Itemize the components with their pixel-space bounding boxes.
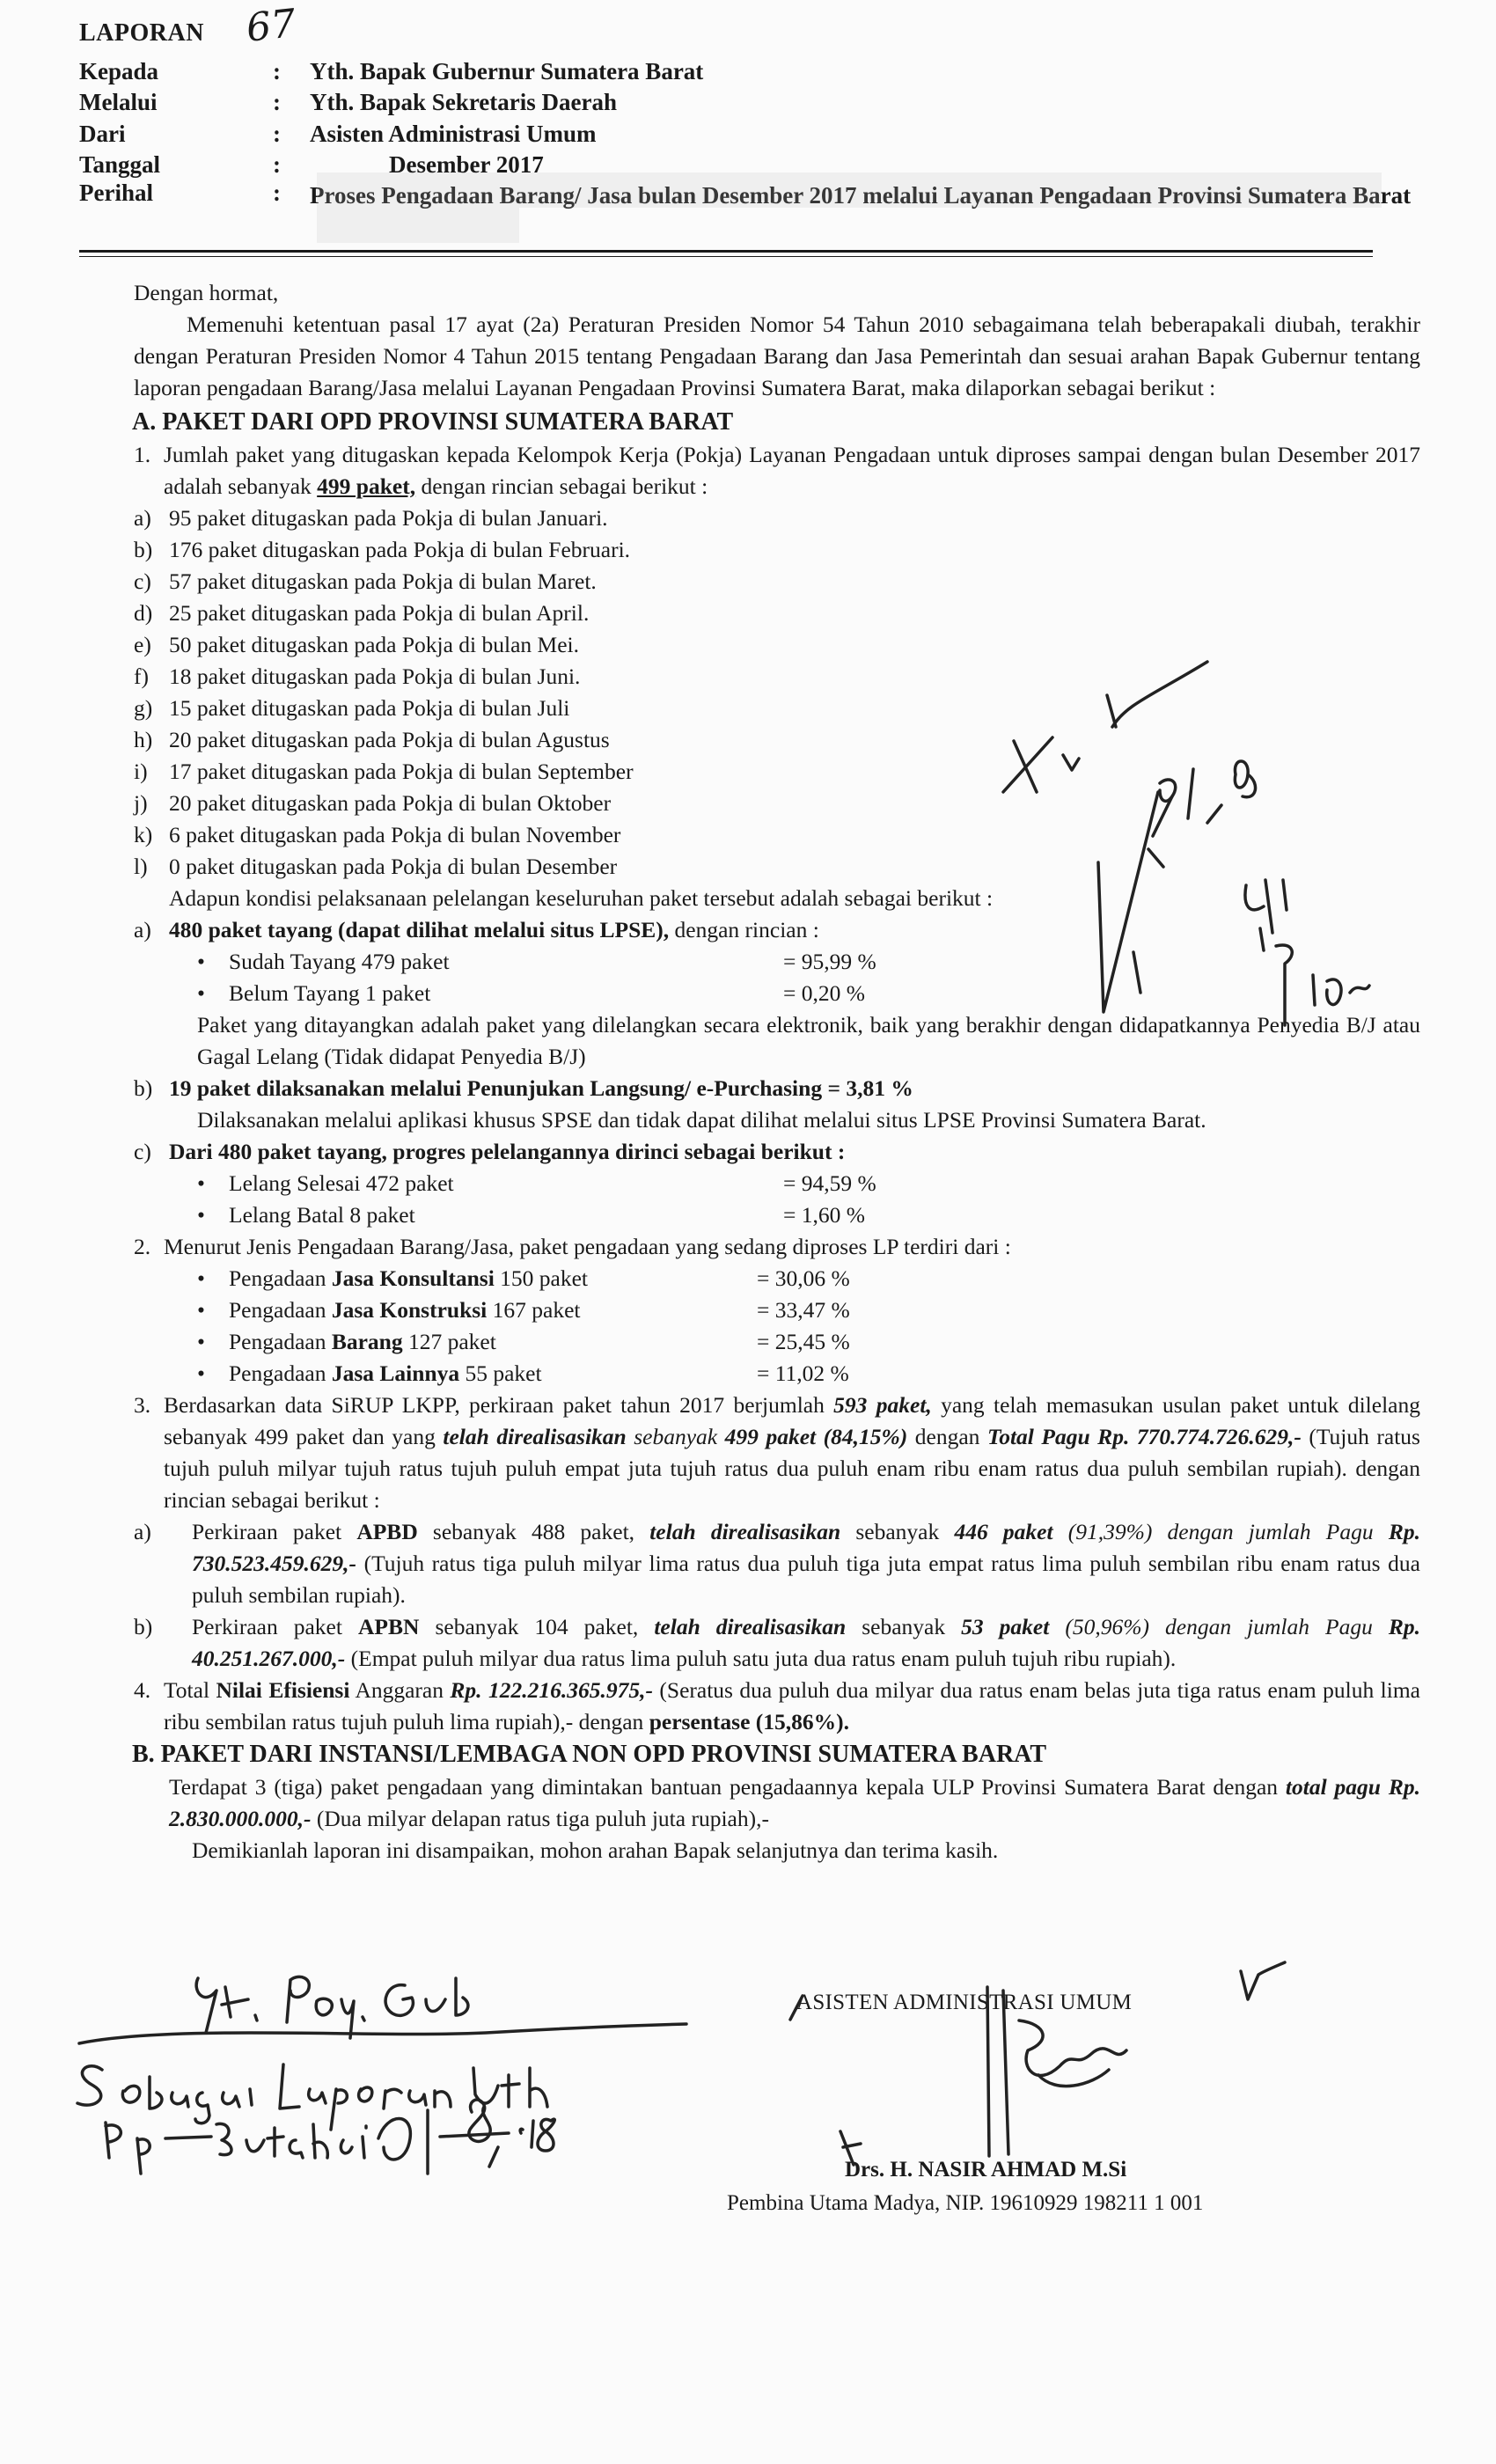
jenis-pre: Pengadaan (229, 1360, 332, 1386)
text-run: yang telah memasukan usulan paket untuk dilelang sebanyak 499 paket dan yang (164, 1392, 1420, 1449)
item-number: 4. (134, 1677, 151, 1703)
kondisi-b-bold: 19 paket dilaksanakan melalui Penunjukan Langsung/ e-Purchasing = 3,81 % (169, 1075, 913, 1101)
bullet-dot: • (197, 1329, 205, 1354)
handwritten-number: 67 (244, 1, 298, 51)
section-a-heading: A. PAKET DARI OPD PROVINSI SUMATERA BARAT (132, 408, 734, 436)
list-marker: b) (134, 1075, 153, 1101)
header-value: Desember 2017 (389, 151, 544, 178)
salutation: Dengan hormat, (134, 280, 279, 305)
header-colon: : (273, 121, 281, 147)
text-run: Total (164, 1677, 216, 1703)
bullet-percent: = 1,60 % (783, 1202, 865, 1228)
header-label: Melalui (79, 89, 158, 115)
margin-note-lower (1245, 880, 1369, 1025)
text-run-bold: 593 paket, (833, 1392, 932, 1418)
list-text: 95 paket ditugaskan pada Pokja di bulan Januari. (169, 505, 608, 531)
closing-paragraph: Demikianlah laporan ini disampaikan, mohon arahan Bapak selanjutnya dan terima kasih. (192, 1837, 999, 1863)
list-marker: a) (134, 917, 151, 942)
text-run: sebanyak (846, 1614, 962, 1639)
list-marker: k) (134, 822, 153, 847)
bullet-label: Sudah Tayang 479 paket (229, 949, 450, 974)
item1-post: dengan rincian sebagai berikut : (415, 473, 708, 499)
list-marker: c) (134, 1139, 151, 1164)
header-colon: : (273, 58, 281, 84)
list-text: 57 paket ditugaskan pada Pokja di bulan Maret. (169, 568, 597, 594)
header-value: Yth. Bapak Sekretaris Daerah (310, 89, 618, 115)
item-number: 3. (134, 1392, 151, 1418)
text-run-bold: telah direalisasikan (443, 1424, 627, 1449)
header-value: Yth. Bapak Gubernur Sumatera Barat (310, 58, 704, 84)
header-value: Proses Pengadaan Barang/ Jasa bulan Desember 2017 melalui Layanan Pengadaan Provinsi Sumatera Barat (310, 182, 1412, 209)
text-run: sebanyak (840, 1519, 955, 1544)
text-run: Perkiraan paket (192, 1519, 357, 1544)
text-run: (Empat puluh milyar dua ratus lima puluh satu juta dua ratus enam puluh tujuh ribu rupiah). (345, 1646, 1177, 1671)
bullet-label: Lelang Batal 8 paket (229, 1202, 415, 1228)
signer-name: Drs. H. NASIR AHMAD M.Si (845, 2158, 1127, 2182)
jenis-post: 127 paket (402, 1329, 496, 1354)
jenis-bold: Jasa Konstruksi (331, 1297, 488, 1323)
intro-paragraph: Memenuhi ketentuan pasal 17 ayat (2a) Peraturan Presiden Nomor 54 Tahun 2010 sebagaimana telah beberapakali diubah, terakhir dengan Peraturan Presiden Nomor 4 Tahun 2015 tentang Pengadaan Barang dan Jasa Pemerintah dan sesuai arahan Bapak Gubernur tentang laporan pengadaan Barang/Jasa melalui Layanan Pengadaan Provinsi Sumatera Barat, maka dilaporkan sebagai berikut : (134, 312, 1420, 400)
list-text: 18 paket ditugaskan pada Pokja di bulan Juni. (169, 664, 581, 689)
bullet-percent: = 94,59 % (783, 1170, 876, 1196)
item-text: Menurut Jenis Pengadaan Barang/Jasa, paket pengadaan yang sedang diproses LP terdiri dari : (164, 1234, 1011, 1259)
text-run: Anggaran (349, 1677, 451, 1703)
text-run: sebanyak 104 paket, (419, 1614, 655, 1639)
text-run-bold: Total Pagu Rp. 770.774.726.629,- (986, 1424, 1302, 1449)
list-marker: c) (134, 568, 151, 594)
list-text: 15 paket ditugaskan pada Pokja di bulan Juli (169, 695, 570, 721)
bullet-percent: = 95,99 % (783, 949, 876, 974)
text-run: Berdasarkan data SiRUP LKPP, perkiraan paket tahun 2017 berjumlah (164, 1392, 834, 1418)
list-text: 6 paket ditugaskan pada Pokja di bulan November (169, 822, 621, 847)
bullet-percent: = 11,02 % (757, 1360, 849, 1386)
text-run-bold: 446 paket (954, 1519, 1053, 1544)
bullet-dot: • (197, 1202, 205, 1228)
bullet-dot: • (197, 1297, 205, 1323)
bullet-percent: = 0,20 % (783, 980, 865, 1006)
list-marker: b) (134, 1614, 153, 1639)
list-marker: h) (134, 727, 153, 752)
bullet-label: Belum Tayang 1 paket (229, 980, 431, 1006)
text-run-bold: total pagu Rp. 2.830.000.000,- (169, 1774, 1420, 1831)
list-text: 20 paket ditugaskan pada Pokja di bulan Agustus (169, 727, 610, 752)
list-marker: l) (134, 854, 148, 879)
text-run: Perkiraan paket (192, 1614, 359, 1639)
bullet-label: Lelang Selesai 472 paket (229, 1170, 454, 1196)
text-run: sebanyak (626, 1424, 725, 1449)
header-label: Tanggal (79, 151, 161, 178)
list-marker: g) (134, 695, 153, 721)
jenis-post: 167 paket (487, 1297, 581, 1323)
approval-mark (1241, 1962, 1285, 1999)
bullet-percent: = 33,47 % (757, 1297, 850, 1323)
item-number: 1. (134, 442, 151, 467)
text-run-bold: APBN (358, 1614, 420, 1639)
text-run: (Seratus dua puluh dua milyar dua ratus enam belas juta tiga ratus enam puluh lima ribu sembilan ratus tujuh puluh lima rupiah),- dengan (164, 1677, 1420, 1734)
item1-pre: Jumlah paket yang ditugaskan kepada Kelompok Kerja (Pokja) Layanan Pengadaan untuk diproses sampai dengan bulan Desember 2017 adalah sebanyak (164, 442, 1420, 499)
kondisi-a-post: dengan rincian : (669, 917, 819, 942)
text-run: (50,96%) dengan jumlah Pagu (1049, 1614, 1389, 1639)
signer-mark (790, 1996, 803, 2020)
header-label: Perihal (79, 180, 153, 206)
text-run: (Dua milyar delapan ratus tiga puluh juta rupiah),- (311, 1806, 769, 1831)
kondisi-a-bold: 480 paket tayang (dapat dilihat melalui situs LPSE), (169, 917, 670, 942)
bullet-dot: • (197, 1360, 205, 1386)
text-run-bold: persentase (15,86%). (649, 1709, 850, 1734)
text-run: Terdapat 3 (tiga) paket pengadaan yang dimintakan bantuan pengadaannya kepala ULP Provinsi Sumatera Barat dengan (169, 1774, 1286, 1800)
list-marker: i) (134, 759, 148, 784)
margin-date-note (1153, 761, 1256, 836)
section-b-heading: B. PAKET DARI INSTANSI/LEMBAGA NON OPD PROVINSI SUMATERA BARAT (132, 1741, 1046, 1768)
kondisi-c-bold: Dari 480 paket tayang, progres pelelangannya dirinci sebagai berikut : (169, 1139, 846, 1164)
bullet-dot: • (197, 980, 205, 1006)
signer-title: ASISTEN ADMINISTRASI UMUM (796, 1991, 1133, 2014)
jenis-bold: Jasa Lainnya (331, 1360, 460, 1386)
text-run: sebanyak 488 paket, (417, 1519, 650, 1544)
bullet-dot: • (197, 1170, 205, 1196)
text-run: (Tujuh ratus tujuh puluh milyar tujuh ratus tujuh puluh empat juta tujuh ratus dua puluh enam ribu enam ratus dua puluh sembilan rupiah). dengan rincian sebagai berikut : (164, 1424, 1420, 1513)
signature-scribble (840, 1987, 1126, 2165)
list-marker: j) (134, 790, 148, 816)
jenis-post: 150 paket (494, 1265, 589, 1291)
text-run-bold: telah direalisasikan (649, 1519, 841, 1544)
item-number: 2. (134, 1234, 151, 1259)
list-text: 50 paket ditugaskan pada Pokja di bulan Mei. (169, 632, 579, 657)
jenis-pre: Pengadaan (229, 1265, 332, 1291)
bullet-percent: = 25,45 % (757, 1329, 850, 1354)
text-run: (Tujuh ratus tiga puluh milyar lima ratus dua puluh tiga juta empat ratus lima puluh sembilan ribu enam ratus dua puluh sembilan rupiah). (192, 1551, 1420, 1608)
bullet-dot: • (197, 1265, 205, 1291)
kondisi-a-note: Paket yang ditayangkan adalah paket yang dilelangkan secara elektronik, baik yang berakhir dengan didapatkannya Penyedia B/J atau Gagal Lelang (Tidak didapat Penyedia B/J) (197, 1012, 1420, 1069)
text-run-bold: telah direalisasikan (654, 1614, 847, 1639)
list-text: 25 paket ditugaskan pada Pokja di bulan April. (169, 600, 590, 626)
text-run-bold: 53 paket (961, 1614, 1050, 1639)
jenis-pre: Pengadaan (229, 1297, 332, 1323)
list-marker: f) (134, 664, 149, 689)
header-colon: : (273, 89, 281, 115)
item1-bold: 499 paket, (317, 473, 416, 499)
header-colon: : (273, 180, 281, 206)
list-marker: b) (134, 537, 153, 562)
signer-nip: Pembina Utama Madya, NIP. 19610929 198211 1 001 (727, 2191, 1204, 2215)
jenis-bold: Jasa Konsultansi (331, 1265, 495, 1291)
list-marker: e) (134, 632, 151, 657)
list-marker: d) (134, 600, 153, 626)
jenis-bold: Barang (331, 1329, 403, 1354)
header-value: Asisten Administrasi Umum (310, 121, 597, 147)
header-label: Dari (79, 121, 126, 147)
disposition-note (77, 1976, 686, 2174)
bullet-dot: • (197, 949, 205, 974)
text-run: dengan (907, 1424, 987, 1449)
margin-cross (1133, 952, 1140, 993)
list-text: 20 paket ditugaskan pada Pokja di bulan Oktober (169, 790, 612, 816)
text-run-bold: Rp. 730.523.459.629,- (192, 1519, 1420, 1576)
text-run-bold: APBD (356, 1519, 418, 1544)
list-text: 17 paket ditugaskan pada Pokja di bulan September (169, 759, 634, 784)
kondisi-paragraph: Adapun kondisi pelaksanaan pelelangan keseluruhan paket tersebut adalah sebagai berikut : (169, 885, 994, 911)
margin-checkmark (1098, 792, 1163, 1012)
list-text: 0 paket ditugaskan pada Pokja di bulan Desember (169, 854, 618, 879)
header-colon: : (273, 151, 281, 178)
margin-initial-mark (1003, 662, 1207, 792)
kondisi-b-note: Dilaksanakan melalui aplikasi khusus SPSE dan tidak dapat dilihat melalui situs LPSE Provinsi Sumatera Barat. (197, 1107, 1206, 1133)
list-marker: a) (134, 1519, 151, 1544)
jenis-pre: Pengadaan (229, 1329, 332, 1354)
text-run-bold: Nilai Efisiensi (216, 1677, 350, 1703)
header-shade (317, 172, 1382, 243)
bullet-percent: = 30,06 % (757, 1265, 850, 1291)
text-run-bold: 499 paket (84,15%) (724, 1424, 908, 1449)
document-title: LAPORAN (79, 19, 204, 47)
text-run-bold: Rp. 122.216.365.975,- (450, 1677, 653, 1703)
list-marker: a) (134, 505, 151, 531)
text-run: (91,39%) dengan jumlah Pagu (1052, 1519, 1389, 1544)
jenis-post: 55 paket (459, 1360, 542, 1386)
text-run-bold: Rp. 40.251.267.000,- (192, 1614, 1420, 1671)
list-text: 176 paket ditugaskan pada Pokja di bulan Februari. (169, 537, 631, 562)
disposition-date (440, 2100, 554, 2167)
header-label: Kepada (79, 58, 159, 84)
